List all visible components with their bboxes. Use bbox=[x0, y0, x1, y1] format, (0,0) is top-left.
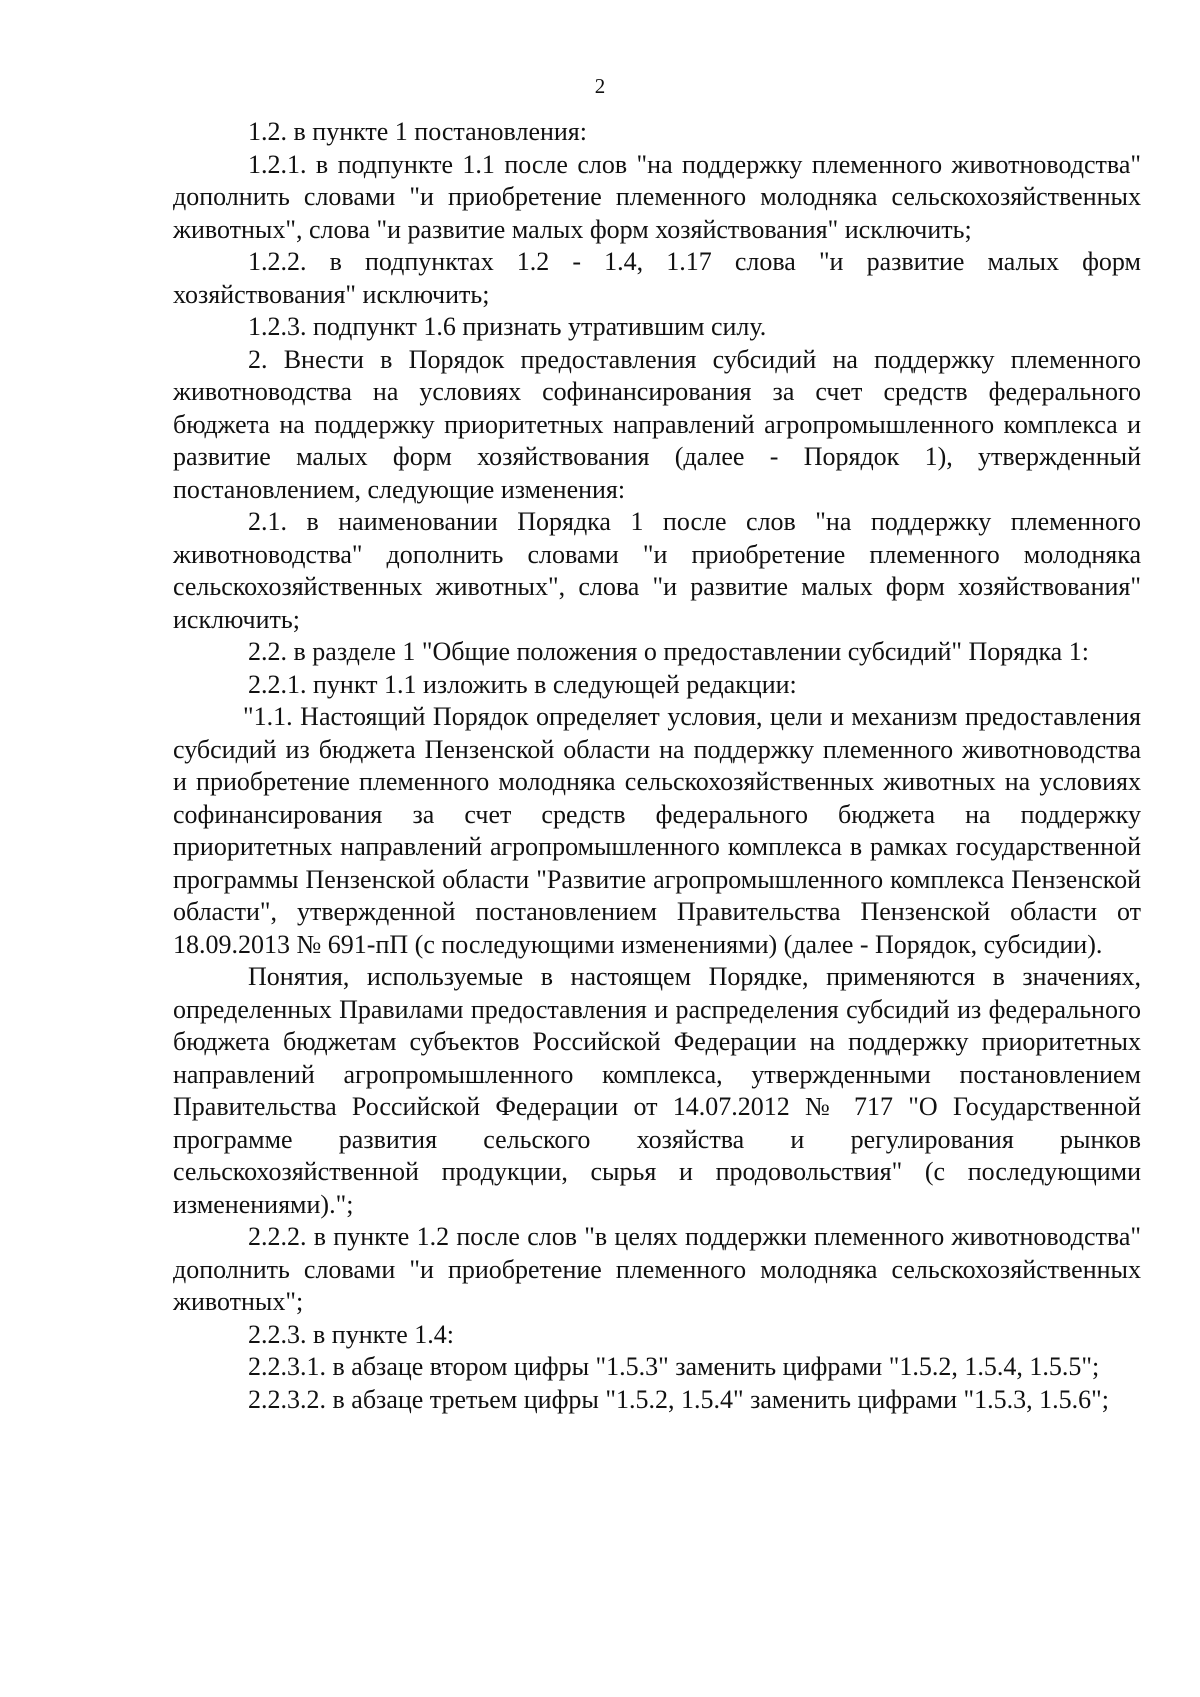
paragraph-2-2-1: 2.2.1. пункт 1.1 изложить в следующей редакции: bbox=[248, 669, 797, 699]
paragraph-1-2: 1.2. в пункте 1 постановления: bbox=[248, 117, 587, 146]
document-body bbox=[173, 116, 1141, 1416]
paragraph-2: 2. Внести в Порядок предоставления субсидий на поддержку племенного животноводства на условиях софинансирования за счет средств федерального бюджета на поддержку приоритетных направлений агропромышленного комплекса и развитие малых форм хозяйствования (далее - Порядок 1), утвержденный постановлением, следующие изменения: bbox=[173, 344, 1141, 504]
paragraph-2-1: 2.1. в наименовании Порядка 1 после слов "на поддержку племенного животноводства" дополнить словами "и приобретение племенного молодняка сельскохозяйственных животных", слова "и развитие малых форм хозяйствования" исключить; bbox=[173, 507, 1141, 634]
paragraph-2-2-3-2: 2.2.3.2. в абзаце третьем цифры "1.5.2, 1.5.4" заменить цифрами "1.5.3, 1.5.6"; bbox=[248, 1384, 1109, 1414]
paragraph-2-2: 2.2. в разделе 1 "Общие положения о предоставлении субсидий" Порядка 1: bbox=[248, 637, 1089, 666]
paragraph-2-2-2: 2.2.2. в пункте 1.2 после слов "в целях поддержки племенного животноводства" дополнить словами "и приобретение племенного молодняка сельскохозяйственных животных"; bbox=[173, 1222, 1141, 1316]
paragraph-1-2-3: 1.2.3. подпункт 1.6 признать утратившим силу. bbox=[248, 312, 767, 341]
paragraph-1-2-2: 1.2.2. в подпунктах 1.2 - 1.4, 1.17 слова "и развитие малых форм хозяйствования" исключить; bbox=[173, 247, 1141, 309]
paragraph-2-2-3-1: 2.2.3.1. в абзаце втором цифры "1.5.3" заменить цифрами "1.5.2, 1.5.4, 1.5.5"; bbox=[248, 1352, 1100, 1381]
page-number: 2 bbox=[594, 74, 606, 98]
paragraph-2-2-3: 2.2.3. в пункте 1.4: bbox=[248, 1319, 455, 1349]
paragraph-definitions: Понятия, используемые в настоящем Порядке, применяются в значениях, определенных Правилами предоставления и распределения субсидий из федерального бюджета бюджетам субъектов Российской Федерации на поддержку приоритетных направлений агропромышленного комплекса, утвержденными постановлением Правительства Российской Федерации от 14.07.2012 № 717 "О Государственной программе развития сельского хозяйства и регулирования рынков сельскохозяйственной продукции, сырья и продовольствия" (с последующими изменениями)."; bbox=[173, 962, 1141, 1219]
paragraph-quoted-1-1: "1.1. Настоящий Порядок определяет условия, цели и механизм предоставления субсидий из бюджета Пензенской области на поддержку племенного животноводства и приобретение племенного молодняка сельскохозяйственных животных на условиях софинансирования за счет средств федерального бюджета на поддержку приоритетных направлений агропромышленного комплекса в рамках государственной программы Пензенской области "Развитие агропромышленного комплекса Пензенской области", утвержденной постановлением Правительства Пензенской области от 18.09.2013 № 691-пП (с последующими изменениями) (далее - Порядок, субсидии). bbox=[173, 702, 1141, 959]
paragraph-1-2-1: 1.2.1. в подпункте 1.1 после слов "на поддержку племенного животноводства" дополнить словами "и приобретение племенного молодняка сельскохозяйственных животных", слова "и развитие малых форм хозяйствования" исключить; bbox=[173, 149, 1141, 244]
